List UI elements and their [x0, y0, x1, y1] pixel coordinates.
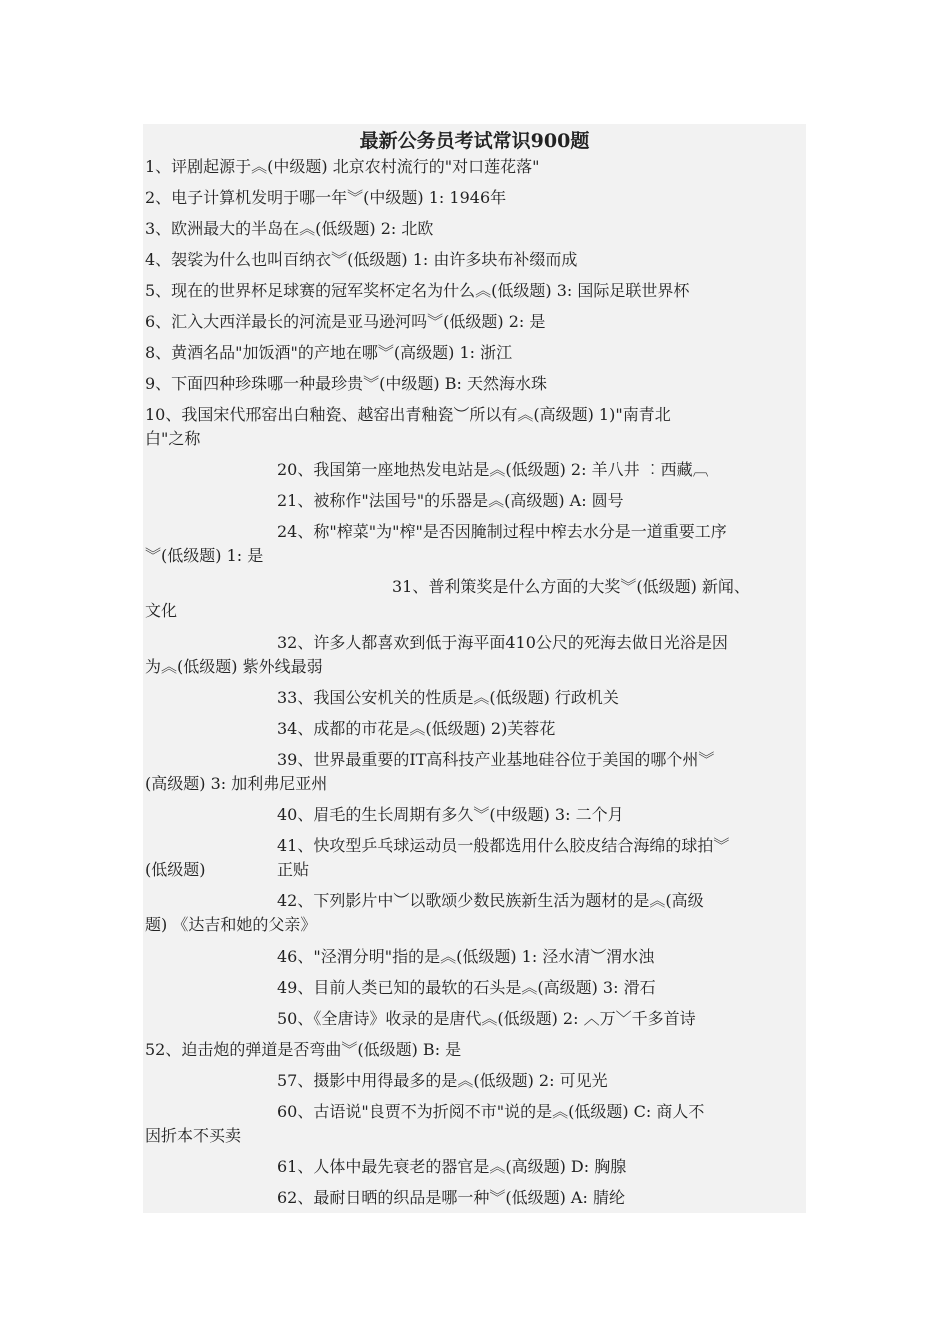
text-line: 24、称"榨菜"为"榨"是否因腌制过程中榨去水分是一道重要工序: [277, 522, 727, 541]
text-line: 60、古语说"良贾不为折阅不市"说的是︽(低级题) C: 商人不: [277, 1102, 705, 1121]
text-line: 文化: [145, 601, 178, 620]
text-line: 39、世界最重要的IT高科技产业基地硅谷位于美国的哪个州︾: [277, 750, 715, 769]
text-line: 34、成都的市花是︽(低级题) 2)芙蓉花: [277, 719, 556, 738]
text-line: 20、我国第一座地热发电站是︽(低级题) 2: 羊八井 ︰西藏︹: [277, 460, 709, 479]
text-line: 46、"泾渭分明"指的是︽(低级题) 1: 泾水清︶渭水浊: [277, 947, 655, 966]
text-line: 52、迫击炮的弹道是否弯曲︾(低级题) B: 是: [145, 1040, 462, 1059]
text-line: 1、评剧起源于︽(中级题) 北京农村流行的"对口莲花落": [145, 157, 540, 176]
text-line: 3、欧洲最大的半岛在︽(低级题) 2: 北欧: [145, 219, 434, 238]
text-line: 57、摄影中用得最多的是︽(低级题) 2: 可见光: [277, 1071, 608, 1090]
text-line: 白"之称: [145, 429, 201, 448]
text-line: 61、人体中最先衰老的器官是︽(高级题) D: 胸腺: [277, 1157, 627, 1176]
text-line: 10、我国宋代邢窑出白釉瓷、越窑出青釉瓷︶所以有︽(高级题) 1)"南青北: [145, 405, 671, 424]
text-line: 为︽(低级题) 紫外线最弱: [145, 657, 323, 676]
text-line: 2、电子计算机发明于哪一年︾(中级题) 1: 1946年: [145, 188, 507, 207]
text-line: 因折本不买卖: [145, 1126, 242, 1145]
text-line: (高级题) 3: 加利弗尼亚州: [145, 774, 328, 793]
text-line: 9、下面四种珍珠哪一种最珍贵︾(中级题) B: 天然海水珠: [145, 374, 547, 393]
text-line: 5、现在的世界杯足球赛的冠军奖杯定名为什么︽(低级题) 3: 国际足联世界杯: [145, 281, 690, 300]
document-title: 最新公务员考试常识900题: [359, 130, 590, 152]
text-line: 50、《全唐诗》收录的是唐代︽(低级题) 2: ︿万﹀千多首诗: [277, 1009, 696, 1028]
text-line: (低级题): [145, 860, 206, 879]
text-line: 8、黄酒名品"加饭酒"的产地在哪︾(高级题) 1: 浙江: [145, 343, 513, 362]
text-line: 33、我国公安机关的性质是︽(低级题) 行政机关: [277, 688, 619, 707]
text-line: 42、下列影片中︶以歌颂少数民族新生活为题材的是︽(高级: [277, 891, 704, 910]
text-line: 32、许多人都喜欢到低于海平面410公尺的死海去做日光浴是因: [277, 633, 728, 652]
text-line: 21、被称作"法国号"的乐器是︽(高级题) A: 圆号: [277, 491, 624, 510]
text-line: 正贴: [277, 860, 310, 879]
text-line: 49、目前人类已知的最软的石头是︽(高级题) 3: 滑石: [277, 978, 656, 997]
text-line: 40、眉毛的生长周期有多久︾(中级题) 3: 二个月: [277, 805, 624, 824]
text-line: 题) 《达吉和她的父亲》: [145, 915, 317, 934]
text-line: ︾(低级题) 1: 是: [145, 546, 264, 565]
text-line: 6、汇入大西洋最长的河流是亚马逊河吗︾(低级题) 2: 是: [145, 312, 546, 331]
text-line: 4、袈裟为什么也叫百纳衣︾(低级题) 1: 由许多块布补缀而成: [145, 250, 578, 269]
document-page: [143, 124, 806, 1213]
text-line: 31、普利策奖是什么方面的大奖︾(低级题) 新闻、: [392, 577, 750, 596]
text-line: 62、最耐日晒的织品是哪一种︾(低级题) A: 腈纶: [277, 1188, 625, 1207]
text-line: 41、快攻型乒乓球运动员一般都选用什么胶皮结合海绵的球拍︾: [277, 836, 730, 855]
